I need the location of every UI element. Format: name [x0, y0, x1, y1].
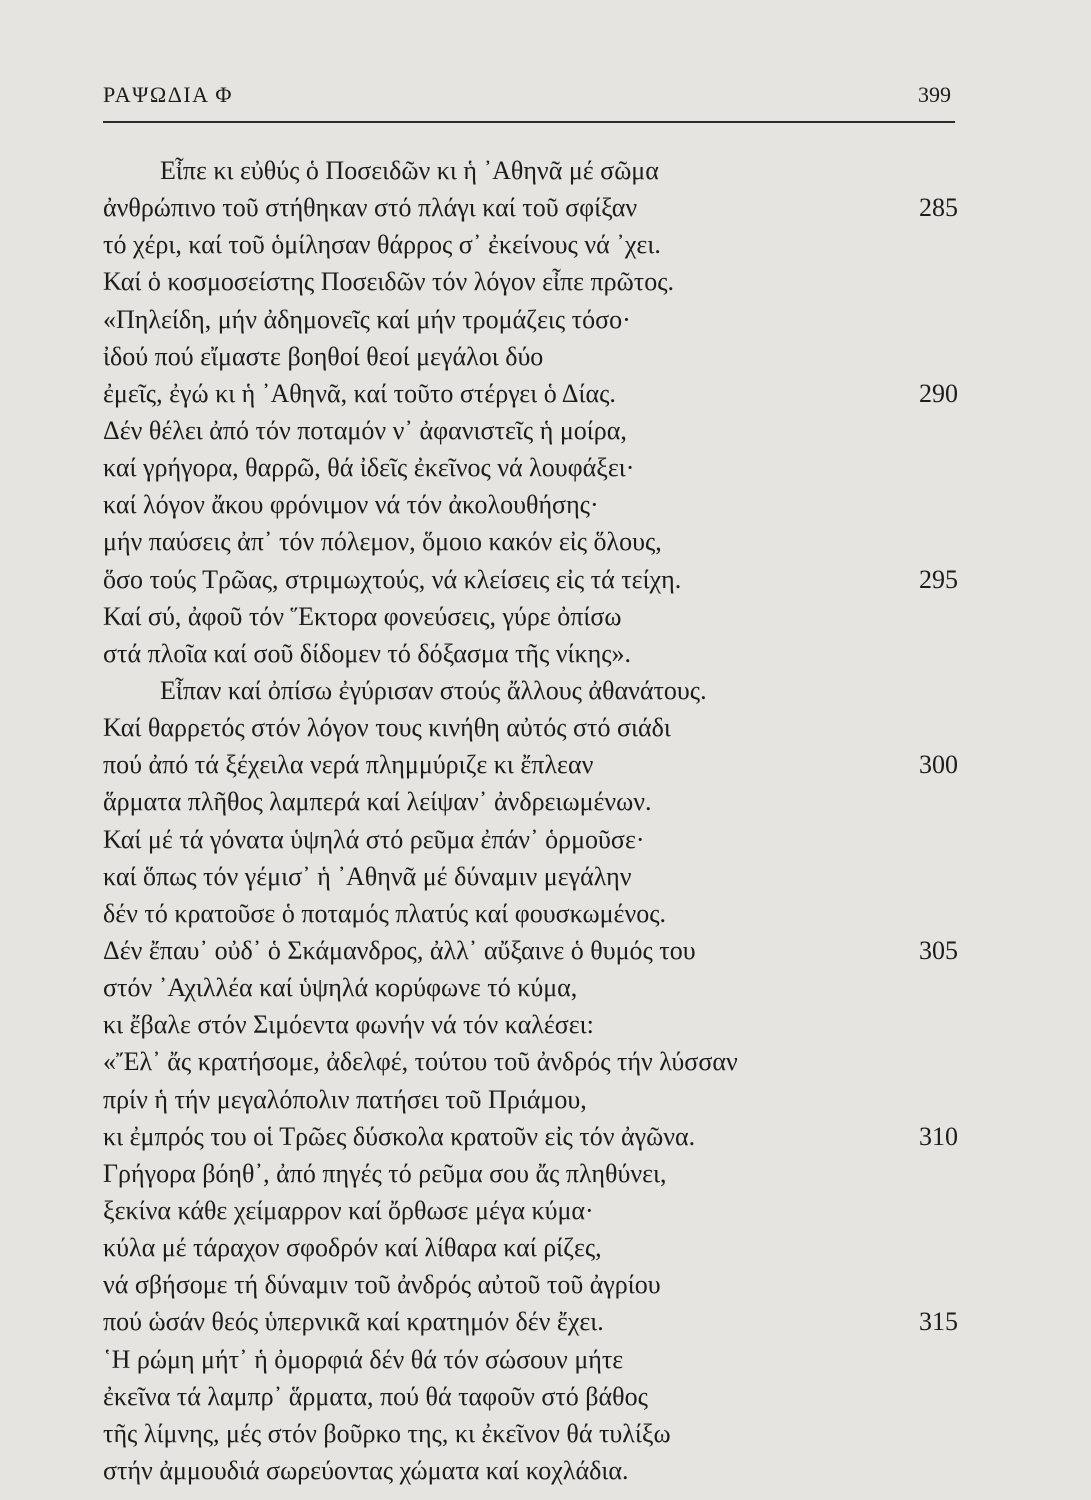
- verse-text: Καί σύ, ἀφοῦ τόν Ἕκτορα φονεύσεις, γύρε ὀπίσω: [103, 601, 622, 631]
- verse-line: [103, 1452, 958, 1489]
- verse-line: [103, 338, 958, 375]
- verse-line: [103, 635, 958, 672]
- verse-line: [103, 1006, 958, 1043]
- verse-line: [103, 1303, 958, 1340]
- verse-line: [103, 561, 958, 598]
- verse-line: [103, 821, 958, 858]
- verse-line: [103, 375, 958, 412]
- verse-text: καί ὅπως τόν γέμισ᾿ ἡ ᾿Αθηνᾶ μέ δύναμιν μεγάλην: [103, 861, 632, 891]
- verse-line: [103, 301, 958, 338]
- verse-text: Δέν ἔπαυ᾿ οὐδ᾿ ὁ Σκάμανδρος, ἀλλ᾿ αὔξαινε ὁ θυμός του: [103, 935, 696, 965]
- verse-line: [103, 1043, 958, 1080]
- verse-text: Καί ὁ κοσμοσείστης Ποσειδῶν τόν λόγον εἶπε πρῶτος.: [103, 267, 674, 297]
- verse-text: κύλα μέ τάραχον σφοδρόν καί λίθαρα καί ρίζες,: [103, 1233, 602, 1263]
- verse-line: [103, 263, 958, 300]
- verse-text: στήν ἀμμουδιά σωρεύοντας χώματα καί κοχλάδια.: [103, 1455, 629, 1485]
- verse-text: Δέν θέλει ἀπό τόν ποταμόν ν᾿ ἀφανιστεῖς ἡ μοίρα,: [103, 415, 627, 445]
- verse-text: Γρήγορα βόηθ᾿, ἀπό πηγές τό ρεῦμα σου ἄς πληθύνει,: [103, 1158, 667, 1188]
- verse-line: [103, 932, 958, 969]
- verse-text: πού ἀπό τά ξέχειλα νερά πλημμύριζε κι ἔπλεαν: [103, 750, 594, 780]
- verse-line: [103, 486, 958, 523]
- verse-text: στά πλοῖα καί σοῦ δίδομεν τό δόξασμα τῆς νίκης».: [103, 638, 632, 668]
- verse-text: Εἶπε κι εὐθύς ὁ Ποσειδῶν κι ἡ ᾿Αθηνᾶ μέ σῶμα: [160, 156, 659, 185]
- verse-line: [103, 783, 958, 820]
- line-number: 305: [919, 935, 958, 965]
- verse-line: [103, 189, 958, 226]
- verse-text: δέν τό κρατοῦσε ὁ ποταμός πλατύς καί φουσκωμένος.: [103, 898, 667, 928]
- verse-text: ἅρματα πλῆθος λαμπερά καί λείψαν᾿ ἀνδρειωμένων.: [103, 787, 652, 817]
- verse-text: ξεκίνα κάθε χείμαρρον καί ὄρθωσε μέγα κύμα·: [103, 1195, 594, 1225]
- line-number: 290: [919, 378, 958, 408]
- verse-line: [103, 1341, 958, 1378]
- verse-line: [103, 969, 958, 1006]
- verse-text: ἐμεῖς, ἐγώ κι ἡ ᾿Αθηνᾶ, καί τοῦτο στέργει ὁ Δίας.: [103, 378, 616, 408]
- verse-text: Καί θαρρετός στόν λόγον τους κινήθη αὐτός στό σιάδι: [103, 713, 671, 743]
- verse-line: [103, 709, 958, 746]
- line-number: 295: [919, 564, 958, 594]
- page-header: [103, 82, 955, 122]
- verse-text: Εἶπαν καί ὀπίσω ἐγύρισαν στούς ἄλλους ἀθανάτους.: [160, 675, 707, 705]
- line-number: 300: [919, 750, 958, 780]
- page-number: 399: [918, 82, 951, 107]
- line-number: 315: [919, 1307, 958, 1337]
- running-title: ΡΑΨΩΔΙΑ Φ: [103, 82, 233, 107]
- verse-text: ἀνθρώπινο τοῦ στήθηκαν στό πλάγι καί τοῦ σφίξαν: [103, 193, 638, 223]
- verse-text: ὅσο τούς Τρῶας, στριμωχτούς, νά κλείσεις εἰς τά τείχη.: [103, 564, 682, 594]
- verse-text: μήν παύσεις ἀπ᾿ τόν πόλεμον, ὅμοιο κακόν εἰς ὅλους,: [103, 527, 662, 557]
- verse-text: καί γρήγορα, θαρρῶ, θά ἰδεῖς ἐκεῖνος νά λουφάξει·: [103, 453, 635, 483]
- verse-line: [103, 226, 958, 263]
- verse-text: ἰδού πού εἴμαστε βοηθοί θεοί μεγάλοι δύο: [103, 341, 544, 371]
- verse-text: «Ἔλ᾿ ἄς κρατήσομε, ἀδελφέ, τούτου τοῦ ἀνδρός τήν λύσσαν: [103, 1047, 738, 1077]
- verse-line: [103, 895, 958, 932]
- verse-text: πρίν ἡ τήν μεγαλόπολιν πατήσει τοῦ Πριάμου,: [103, 1084, 587, 1114]
- verse-line: [103, 449, 958, 486]
- verse-text: κι ἐμπρός του οἱ Τρῶες δύσκολα κρατοῦν εἰς τόν ἀγῶνα.: [103, 1121, 696, 1151]
- verse-line: [103, 1118, 958, 1155]
- verse-line: [103, 1266, 958, 1303]
- verse-text: καί λόγον ἄκου φρόνιμον νά τόν ἀκολουθήσης·: [103, 490, 599, 520]
- verse-text: κι ἔβαλε στόν Σιμόεντα φωνήν νά τόν καλέσει:: [103, 1010, 594, 1040]
- verse-text: τῆς λίμνης, μές στόν βοῦρκο της, κι ἐκεῖνον θά τυλίξω: [103, 1418, 671, 1448]
- verse-line: [103, 1415, 958, 1452]
- verse-line: [103, 1229, 958, 1266]
- verse-line: [103, 598, 958, 635]
- verse-line: [103, 1081, 958, 1118]
- verse-line: [103, 1192, 958, 1229]
- verse-text: νά σβήσομε τή δύναμιν τοῦ ἀνδρός αὐτοῦ τοῦ ἀγρίου: [103, 1270, 661, 1300]
- verse-text: Καί μέ τά γόνατα ὑψηλά στό ρεῦμα ἐπάν᾿ ὁρμοῦσε·: [103, 824, 645, 854]
- verse-line: [103, 746, 958, 783]
- header-rule: [103, 121, 955, 123]
- poem-text: [103, 152, 958, 1489]
- verse-line: [103, 152, 958, 189]
- verse-text: στόν ᾿Αχιλλέα καί ὑψηλά κορύφωνε τό κύμα,: [103, 973, 578, 1003]
- verse-text: τό χέρι, καί τοῦ ὁμίλησαν θάρρος σ᾿ ἐκείνους νά ᾿χει.: [103, 230, 661, 260]
- verse-line: [103, 1155, 958, 1192]
- verse-line: [103, 1378, 958, 1415]
- verse-text: πού ὡσάν θεός ὑπερνικᾶ καί κρατημόν δέν ἔχει.: [103, 1307, 604, 1337]
- verse-line: [103, 672, 958, 709]
- verse-text: ἐκεῖνα τά λαμπρ᾿ ἅρματα, πού θά ταφοῦν στό βάθος: [103, 1381, 648, 1411]
- verse-line: [103, 412, 958, 449]
- line-number: 285: [919, 193, 958, 223]
- verse-line: [103, 858, 958, 895]
- verse-text: «Πηλείδη, μήν ἀδημονεῖς καί μήν τρομάζεις τόσο·: [103, 304, 631, 334]
- line-number: 310: [919, 1121, 958, 1151]
- verse-line: [103, 523, 958, 560]
- verse-text: ῾Η ρώμη μήτ᾿ ἡ ὀμορφιά δέν θά τόν σώσουν μήτε: [103, 1344, 624, 1374]
